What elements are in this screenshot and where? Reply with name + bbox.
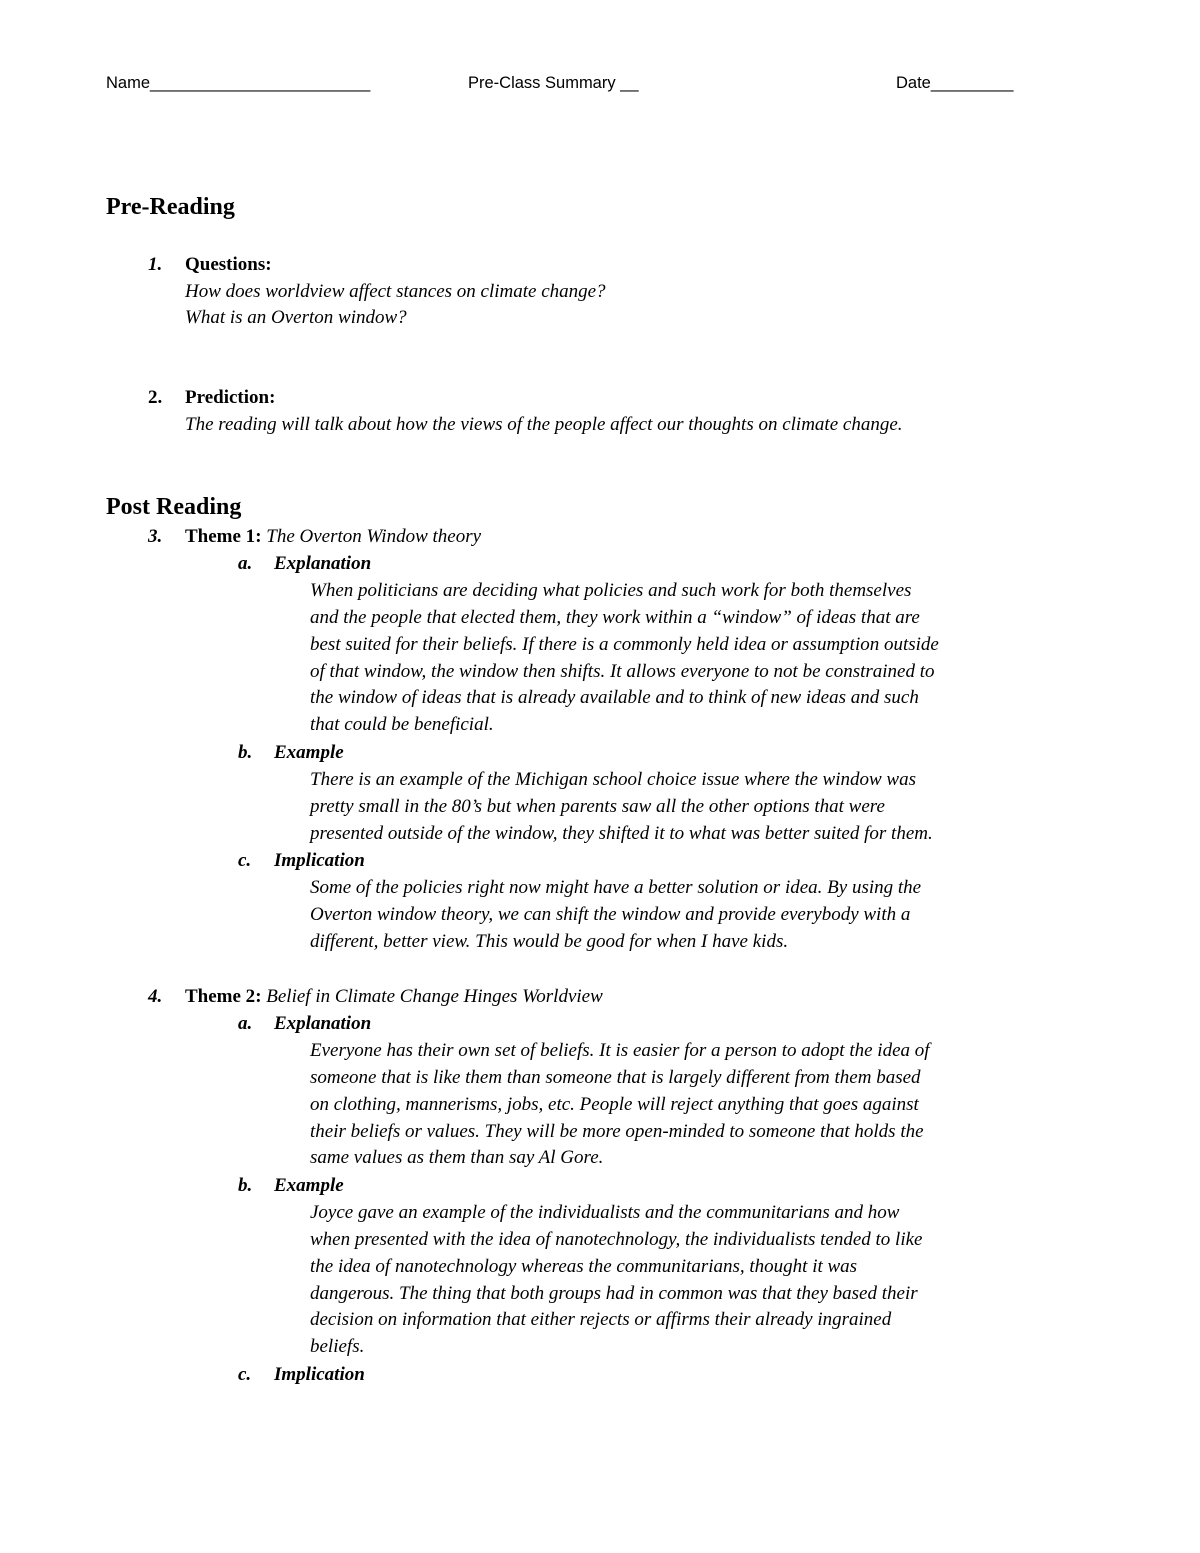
item-number: 4.: [148, 986, 163, 1007]
prediction-text: [185, 412, 903, 439]
text-line: Overton window theory, we can shift the window and provide everybody with a: [310, 903, 911, 925]
explanation-label: Explanation: [274, 1013, 372, 1034]
text-line: When politicians are deciding what policies and such work for both themselves: [310, 579, 912, 601]
sub-letter: b.: [238, 1175, 253, 1196]
example-label: Example: [274, 1175, 344, 1196]
text-line: The reading will talk about how the views of the people affect our thoughts on climate change.: [185, 413, 903, 435]
example-label: Example: [274, 742, 344, 763]
text-line: on clothing, mannerisms, jobs, etc. People will reject anything that goes against: [310, 1093, 919, 1115]
theme-1-label: Theme 1: The Overton Window theory: [185, 526, 482, 547]
text-line: someone that is like them than someone that is largely different from them based: [310, 1066, 921, 1088]
text-line: Joyce gave an example of the individualists and the communitarians and how: [310, 1201, 900, 1223]
example-text: [310, 767, 933, 848]
questions-label: Questions:: [185, 254, 272, 275]
text-line: What is an Overton window?: [185, 307, 407, 329]
item-number: 2.: [148, 387, 163, 408]
text-line: different, better view. This would be good for when I have kids.: [310, 930, 789, 952]
theme-2-label: Theme 2: Belief in Climate Change Hinges Worldview: [185, 986, 603, 1007]
text-line: There is an example of the Michigan school choice issue where the window was: [310, 768, 916, 790]
text-line: when presented with the idea of nanotechnology, the individualists tended to like: [310, 1228, 923, 1250]
implication-label: Implication: [274, 1364, 365, 1385]
text-line: presented outside of the window, they shifted it to what was better suited for them.: [310, 822, 933, 844]
explanation-text: [310, 578, 939, 739]
text-line: the idea of nanotechnology whereas the communitarians, thought it was: [310, 1255, 858, 1277]
text-line: beliefs.: [310, 1336, 365, 1358]
text-line: the window of ideas that is already available and to think of new ideas and such: [310, 687, 919, 709]
text-line: decision on information that either rejects or affirms their already ingrained: [310, 1309, 892, 1331]
text-line: their beliefs or values. They will be more open-minded to someone that holds the: [310, 1120, 924, 1142]
item-number: 3.: [148, 526, 163, 547]
sub-letter: a.: [238, 1013, 253, 1034]
page-header: [106, 74, 1046, 100]
text-line: same values as them than say Al Gore.: [310, 1147, 604, 1169]
text-line: How does worldview affect stances on climate change?: [185, 280, 606, 302]
explanation-label: Explanation: [274, 553, 372, 574]
sub-letter: a.: [238, 553, 253, 574]
sub-letter: c.: [238, 850, 252, 871]
text-line: best suited for their beliefs. If there is a commonly held idea or assumption outside: [310, 633, 939, 655]
text-line: pretty small in the 80’s but when parents saw all the other options that were: [310, 795, 885, 817]
date-field[interactable]: Date_________: [896, 74, 1014, 92]
text-line: of that window, the window then shifts. It allows everyone to not be constrained to: [310, 660, 935, 682]
text-line: that could be beneficial.: [310, 714, 494, 736]
post-reading-heading: Post Reading: [106, 494, 242, 520]
pre-reading-heading: Pre-Reading: [106, 194, 235, 220]
theme-2-title: Belief in Climate Change Hinges Worldview: [266, 986, 603, 1007]
implication-label: Implication: [274, 850, 365, 871]
sub-letter: b.: [238, 742, 253, 763]
text-line: and the people that elected them, they work within a “window” of ideas that are: [310, 606, 920, 628]
name-field[interactable]: Name________________________: [106, 74, 371, 92]
theme-1-label-text: Theme 1: [185, 526, 256, 547]
summary-number-field[interactable]: Pre-Class Summary __: [468, 74, 639, 92]
sub-letter: c.: [238, 1364, 252, 1385]
text-line: Some of the policies right now might have a better solution or idea. By using the: [310, 876, 922, 898]
implication-text: [310, 875, 921, 956]
questions-text: [185, 279, 606, 332]
text-line: dangerous. The thing that both groups had in common was that they based their: [310, 1282, 918, 1304]
item-number: 1.: [148, 254, 163, 275]
theme-2-label-text: Theme 2: [185, 986, 256, 1007]
explanation-text: [310, 1038, 930, 1172]
prediction-label: Prediction:: [185, 387, 276, 408]
example-text: [310, 1200, 922, 1361]
text-line: Everyone has their own set of beliefs. It is easier for a person to adopt the idea of: [310, 1039, 930, 1061]
theme-1-title: The Overton Window theory: [266, 526, 482, 547]
